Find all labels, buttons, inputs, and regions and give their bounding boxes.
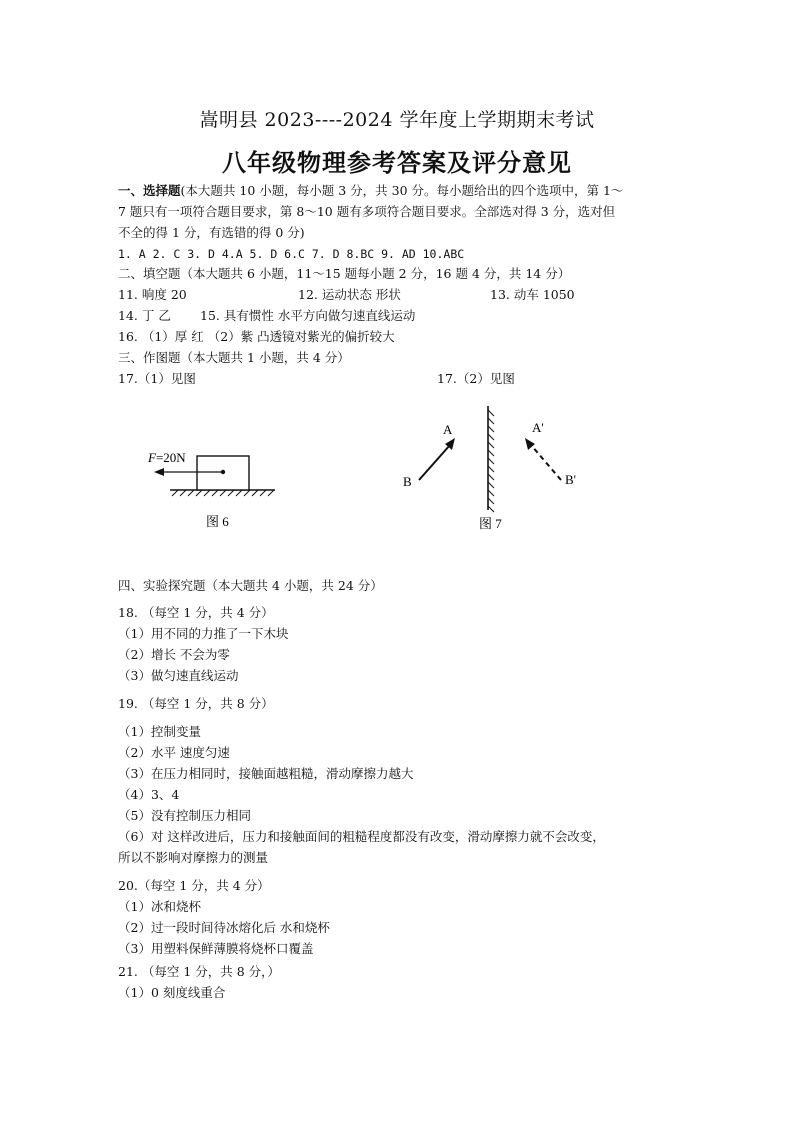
q19-answer-2: （2）水平 速度匀速: [118, 745, 230, 760]
q18-answer-3: （3）做匀速直线运动: [118, 668, 239, 683]
label-a-prime: A': [532, 420, 544, 435]
q19-answer-6: （6）对 这样改进后，压力和接触面间的粗糙程度都没有改变，滑动摩擦力就不会改变，: [118, 829, 605, 844]
label-b: B: [403, 474, 412, 489]
q20-answer-2: （2）过一段时间待冰熔化后 水和烧杯: [118, 920, 330, 935]
figure-6: [140, 440, 300, 540]
q20-answer-3: （3）用塑料保鲜薄膜将烧杯口覆盖: [118, 941, 314, 956]
section4-heading: 四、实验探究题（本大题共 4 小题，共 24 分）: [118, 578, 383, 593]
force-value: =20N: [155, 450, 186, 465]
label-a: A: [443, 422, 453, 437]
answer-q16: 16. （1）厚 红 （2）紫 凸透镜对紫光的偏折较大: [118, 329, 395, 344]
figure-7-caption: 图 7: [479, 516, 502, 531]
q19-answer-5: （5）没有控制压力相同: [118, 808, 251, 823]
answer-q14: 14. 丁 乙: [118, 308, 171, 323]
image-arrow-ab-prime: [531, 445, 561, 480]
answer-key-title: 八年级物理参考答案及评分意见: [222, 148, 572, 177]
q19-answer-3: （3）在压力相同时，接触面越粗糙，滑动摩擦力越大: [118, 766, 414, 781]
section1-desc-1: (本大题共 10 小题，每小题 3 分，共 30 分。每小题给出的四个选项中，第 1～: [180, 183, 624, 198]
section1-line1: [118, 181, 623, 201]
answer-q17-2: 17.（2）见图: [437, 371, 515, 386]
answer-q12: 12. 运动状态 形状: [298, 287, 401, 302]
label-b-prime: B': [565, 472, 577, 487]
figure-6-caption: 图 6: [206, 514, 229, 529]
q21-head: 21. （每空 1 分，共 8 分，）: [118, 964, 280, 979]
q19-head: 19. （每空 1 分，共 8 分）: [118, 696, 274, 711]
image-arrowhead: [525, 438, 535, 450]
svg-text:F=20N: [147, 450, 186, 465]
q19-answer-6-cont: 所以不影响对摩擦力的测量: [118, 850, 269, 865]
q19-answer-1: （1）控制变量: [118, 724, 201, 739]
q20-answer-1: （1）冰和烧杯: [118, 899, 201, 914]
figure-7: [395, 400, 595, 540]
q18-answer-1: （1）用不同的力推了一下木块: [118, 626, 289, 641]
exam-title: 嵩明县 2023----2024 学年度上学期期末考试: [199, 109, 595, 131]
answer-q11: 11. 响度 20: [118, 287, 187, 302]
section1-desc-3: 不全的得 1 分，有选错的得 0 分): [118, 225, 305, 240]
section1-answers: 1. A 2. C 3. D 4.A 5. D 6.C 7. D 8.BC 9. AD 10.ABC: [118, 247, 465, 261]
answer-q17-1: 17.（1）见图: [118, 371, 196, 386]
answer-q15: 15. 具有惯性 水平方向做匀速直线运动: [200, 308, 416, 323]
section2-heading: 二、填空题（本大题共 6 小题，11～15 题每小题 2 分，16 题 4 分，共 14 分）: [118, 266, 571, 281]
section1-desc-2: 7 题只有一项符合题目要求，第 8～10 题有多项符合题目要求。全部选对得 3 分，选对但: [118, 204, 616, 219]
q18-head: 18. （每空 1 分，共 4 分）: [118, 605, 274, 620]
q21-answer-1: （1）0 刻度线重合: [118, 985, 226, 1000]
section3-heading: 三、作图题（本大题共 1 小题，共 4 分）: [118, 350, 350, 365]
answer-q13: 13. 动车 1050: [490, 287, 575, 302]
force-arrowhead: [154, 468, 164, 476]
object-arrow-ab: [419, 445, 450, 480]
section1-heading: 一、选择题: [118, 183, 181, 198]
q18-answer-2: （2）增长 不会为零: [118, 647, 230, 662]
force-label: F: [148, 450, 156, 465]
q19-answer-4: （4）3、4: [118, 787, 180, 802]
q20-head: 20.（每空 1 分，共 4 分）: [118, 878, 270, 893]
